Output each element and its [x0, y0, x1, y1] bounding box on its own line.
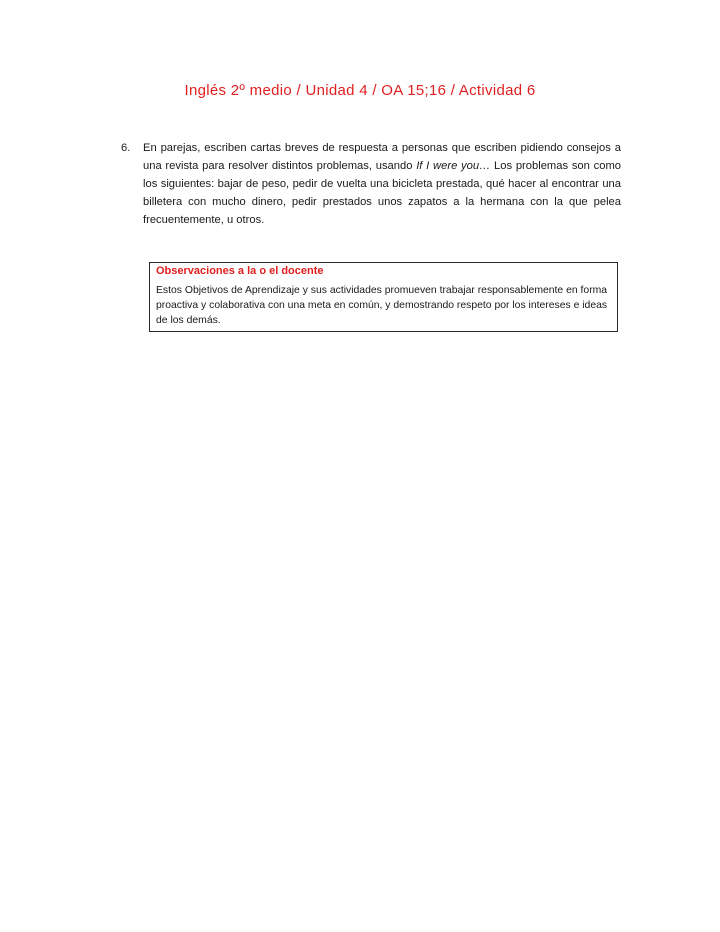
activity-number: 6. — [121, 142, 131, 154]
activity-text-italic: If I were you… — [416, 160, 491, 172]
activity-text — [143, 139, 621, 229]
activity-text-part1: En parejas, escriben cartas breves de respuesta a personas que escriben pidiendo consejos a una revista para resolver distintos problemas, usando — [143, 142, 621, 172]
activity-text-part2: Los problemas son como los siguientes: bajar de peso, pedir de vuelta una bicicleta prestada, qué hacer al encontrar una billetera con mucho dinero, pedir prestados unos zapatos a la hermana con la que pelea frecuentemente, u otros. — [143, 160, 621, 226]
page-title: Inglés 2º medio / Unidad 4 / OA 15;16 / Actividad 6 — [184, 82, 536, 99]
observations-text: Estos Objetivos de Aprendizaje y sus actividades promueven trabajar responsablemente en forma proactiva y colaborativa con una meta en común, y demostrando respeto por los intereses e ideas de los demás. — [156, 285, 608, 326]
observations-title: Observaciones a la o el docente — [156, 265, 324, 277]
teacher-observations-box — [149, 262, 618, 332]
activity-item — [121, 139, 621, 229]
